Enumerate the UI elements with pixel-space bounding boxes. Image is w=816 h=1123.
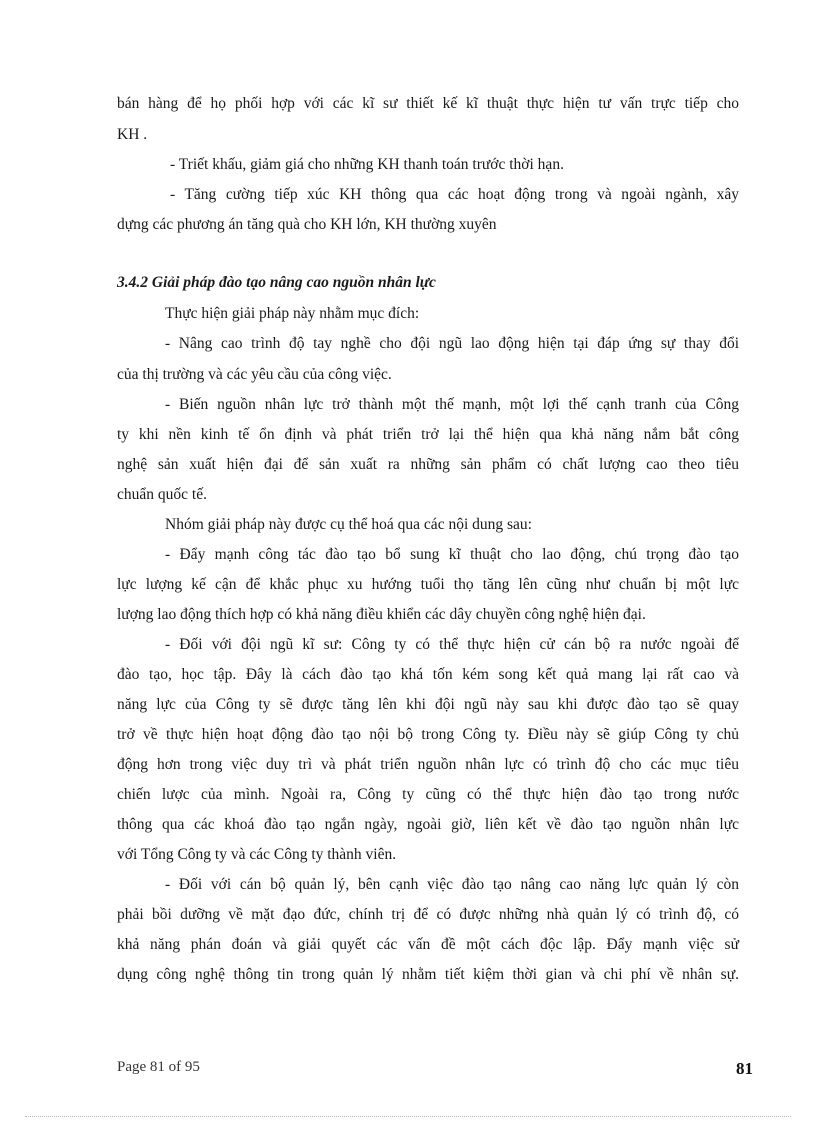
page-number: 81 [736, 1059, 753, 1078]
body-line: - Đẩy mạnh công tác đào tạo bổ sung kĩ thuật cho lao động, chú trọng đào tạo [165, 546, 739, 563]
body-line: khả năng phán đoán và giải quyết các vấn đề một cách độc lập. Đẩy mạnh việc sử [117, 936, 739, 953]
body-line: chiến lược của mình. Ngoài ra, Công ty cũng có thể thực hiện đào tạo trong nước [117, 786, 739, 803]
body-line: - Nâng cao trình độ tay nghề cho đội ngũ lao động hiện tại đáp ứng sự thay đổi [165, 335, 739, 352]
body-line: năng lực của Công ty sẽ được tăng lên khi đội ngũ này sau khi được đào tạo sẽ quay [117, 696, 739, 713]
body-line: dựng các phương án tăng quà cho KH lớn, KH thường xuyên [117, 216, 497, 233]
body-line: đào tạo, học tập. Đây là cách đào tạo khá tốn kém song kết quả mang lại rất cao và [117, 666, 739, 683]
body-line: lượng lao động thích hợp có khả năng điều khiển các dây chuyền công nghệ hiện đại. [117, 606, 646, 623]
body-line: - Đối với cán bộ quản lý, bên cạnh việc đào tạo nâng cao năng lực quản lý còn [165, 876, 739, 893]
page-footer-label: Page 81 of 95 [117, 1059, 200, 1075]
body-line: KH . [117, 126, 148, 143]
body-line: chuẩn quốc tế. [117, 486, 207, 503]
body-line: của thị trường và các yêu cầu của công việc. [117, 366, 392, 383]
body-line: với Tổng Công ty và các Công ty thành viên. [117, 846, 397, 863]
body-line: lực lượng kế cận để khắc phục xu hướng tuổi thọ tăng lên cũng như chuẩn bị một lực [117, 576, 739, 593]
section-heading: 3.4.2 Giải pháp đào tạo nâng cao nguồn nhân lực [117, 274, 436, 291]
body-line: Thực hiện giải pháp này nhằm mục đích: [165, 305, 420, 322]
body-line: - Đối với đội ngũ kĩ sư: Công ty có thể thực hiện cử cán bộ ra nước ngoài để [165, 636, 739, 653]
body-line: động hơn trong việc duy trì và phát triển nguồn nhân lực có trình độ cho các mục tiêu [117, 756, 739, 773]
body-line: - Biến nguồn nhân lực trở thành một thế mạnh, một lợi thế cạnh tranh của Công [165, 396, 739, 413]
body-line: nghệ sản xuất hiện đại để sản xuất ra những sản phẩm có chất lượng cao theo tiêu [117, 456, 739, 473]
body-line: dụng công nghệ thông tin trong quản lý nhằm tiết kiệm thời gian và chi phí về nhân sự. [117, 966, 739, 983]
body-line: thông qua các khoá đào tạo ngắn ngày, ngoài giờ, liên kết về đào tạo nguồn nhân lực [117, 816, 739, 833]
body-line: - Triết khấu, giảm giá cho những KH thanh toán trước thời hạn. [170, 156, 564, 173]
body-line: - Tăng cường tiếp xúc KH thông qua các hoạt động trong và ngoài ngành, xây [170, 186, 739, 203]
body-line: Nhóm giải pháp này được cụ thể hoá qua các nội dung sau: [165, 516, 532, 533]
body-line: ty khi nền kinh tế ổn định và phát triển trở lại thể hiện qua khả năng nắm bắt công [117, 426, 739, 443]
body-line: phải bồi dưỡng về mặt đạo đức, chính trị để có được những nhà quản lý có trình độ, có [117, 906, 739, 923]
page-bottom-divider [25, 1116, 791, 1117]
body-line: trở về thực hiện hoạt động đào tạo nội bộ trong Công ty. Điều này sẽ giúp Công ty chủ [117, 726, 739, 743]
body-line: bán hàng để họ phối hợp với các kĩ sư thiết kế kĩ thuật thực hiện tư vấn trực tiếp cho [117, 95, 739, 112]
